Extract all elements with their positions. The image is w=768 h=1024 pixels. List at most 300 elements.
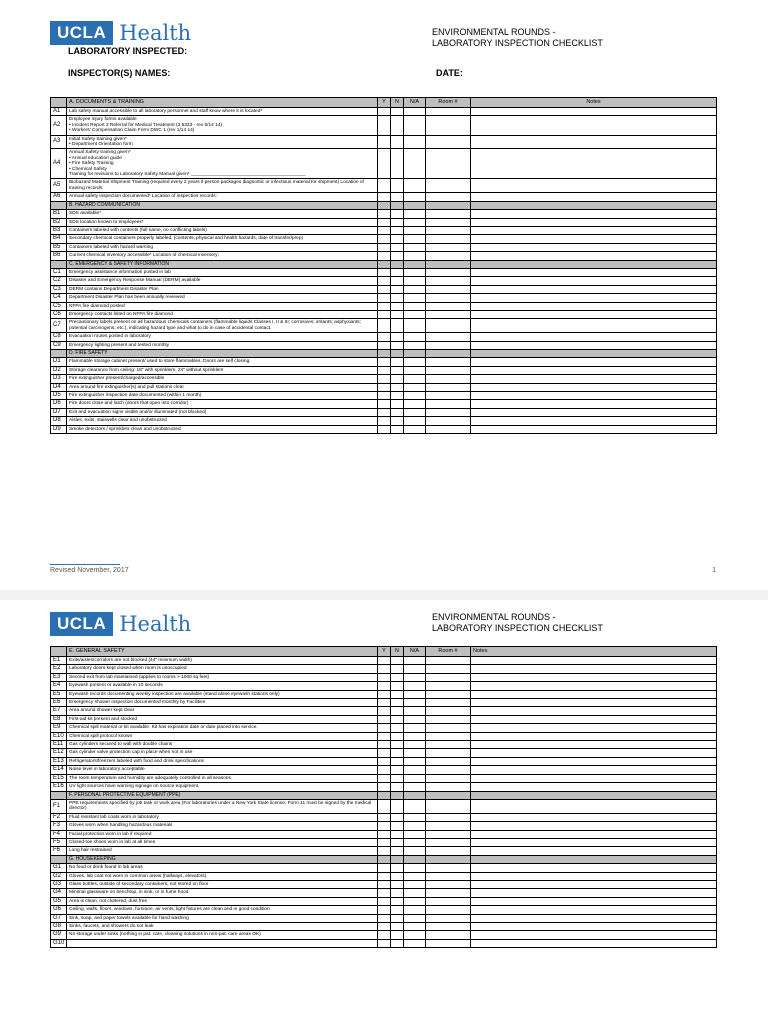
na-cell[interactable] xyxy=(404,108,426,116)
no-cell[interactable] xyxy=(391,116,404,135)
room-cell[interactable] xyxy=(426,310,471,318)
room-cell[interactable] xyxy=(426,341,471,349)
no-cell[interactable] xyxy=(391,707,404,715)
na-cell[interactable] xyxy=(404,149,426,179)
room-cell[interactable] xyxy=(426,285,471,293)
na-cell[interactable] xyxy=(404,673,426,681)
room-cell[interactable] xyxy=(426,923,471,931)
na-cell[interactable] xyxy=(404,358,426,366)
no-cell[interactable] xyxy=(391,333,404,341)
no-cell[interactable] xyxy=(391,665,404,673)
no-cell[interactable] xyxy=(391,285,404,293)
yes-cell[interactable] xyxy=(378,707,391,715)
no-cell[interactable] xyxy=(391,425,404,433)
notes-cell[interactable] xyxy=(471,897,717,905)
no-cell[interactable] xyxy=(391,822,404,830)
yes-cell[interactable] xyxy=(378,108,391,116)
yes-cell[interactable] xyxy=(378,847,391,855)
notes-cell[interactable] xyxy=(471,673,717,681)
room-cell[interactable] xyxy=(426,931,471,939)
notes-cell[interactable] xyxy=(471,682,717,690)
na-cell[interactable] xyxy=(404,310,426,318)
no-cell[interactable] xyxy=(391,400,404,408)
na-cell[interactable] xyxy=(404,226,426,234)
yes-cell[interactable] xyxy=(378,939,391,947)
na-cell[interactable] xyxy=(404,294,426,302)
no-cell[interactable] xyxy=(391,799,404,813)
room-cell[interactable] xyxy=(426,383,471,391)
no-cell[interactable] xyxy=(391,931,404,939)
yes-cell[interactable] xyxy=(378,813,391,821)
na-cell[interactable] xyxy=(404,392,426,400)
notes-cell[interactable] xyxy=(471,690,717,698)
room-cell[interactable] xyxy=(426,830,471,838)
no-cell[interactable] xyxy=(391,724,404,732)
yes-cell[interactable] xyxy=(378,358,391,366)
room-cell[interactable] xyxy=(426,319,471,333)
room-cell[interactable] xyxy=(426,822,471,830)
yes-cell[interactable] xyxy=(378,757,391,765)
na-cell[interactable] xyxy=(404,897,426,905)
yes-cell[interactable] xyxy=(378,425,391,433)
notes-cell[interactable] xyxy=(471,179,717,193)
room-cell[interactable] xyxy=(426,880,471,888)
na-cell[interactable] xyxy=(404,923,426,931)
notes-cell[interactable] xyxy=(471,392,717,400)
no-cell[interactable] xyxy=(391,749,404,757)
room-cell[interactable] xyxy=(426,707,471,715)
yes-cell[interactable] xyxy=(378,383,391,391)
room-cell[interactable] xyxy=(426,673,471,681)
notes-cell[interactable] xyxy=(471,417,717,425)
yes-cell[interactable] xyxy=(378,226,391,234)
na-cell[interactable] xyxy=(404,707,426,715)
notes-cell[interactable] xyxy=(471,193,717,201)
room-cell[interactable] xyxy=(426,149,471,179)
na-cell[interactable] xyxy=(404,375,426,383)
room-cell[interactable] xyxy=(426,783,471,791)
notes-cell[interactable] xyxy=(471,749,717,757)
notes-cell[interactable] xyxy=(471,707,717,715)
no-cell[interactable] xyxy=(391,252,404,260)
yes-cell[interactable] xyxy=(378,366,391,374)
na-cell[interactable] xyxy=(404,682,426,690)
room-cell[interactable] xyxy=(426,665,471,673)
notes-cell[interactable] xyxy=(471,939,717,947)
room-cell[interactable] xyxy=(426,358,471,366)
no-cell[interactable] xyxy=(391,923,404,931)
na-cell[interactable] xyxy=(404,135,426,149)
na-cell[interactable] xyxy=(404,210,426,218)
na-cell[interactable] xyxy=(404,243,426,251)
room-cell[interactable] xyxy=(426,302,471,310)
na-cell[interactable] xyxy=(404,657,426,665)
na-cell[interactable] xyxy=(404,665,426,673)
notes-cell[interactable] xyxy=(471,302,717,310)
notes-cell[interactable] xyxy=(471,783,717,791)
no-cell[interactable] xyxy=(391,880,404,888)
yes-cell[interactable] xyxy=(378,673,391,681)
notes-cell[interactable] xyxy=(471,914,717,922)
notes-cell[interactable] xyxy=(471,218,717,226)
no-cell[interactable] xyxy=(391,341,404,349)
notes-cell[interactable] xyxy=(471,757,717,765)
room-cell[interactable] xyxy=(426,179,471,193)
na-cell[interactable] xyxy=(404,783,426,791)
no-cell[interactable] xyxy=(391,872,404,880)
room-cell[interactable] xyxy=(426,757,471,765)
notes-cell[interactable] xyxy=(471,847,717,855)
na-cell[interactable] xyxy=(404,830,426,838)
no-cell[interactable] xyxy=(391,383,404,391)
yes-cell[interactable] xyxy=(378,872,391,880)
room-cell[interactable] xyxy=(426,425,471,433)
na-cell[interactable] xyxy=(404,864,426,872)
na-cell[interactable] xyxy=(404,847,426,855)
yes-cell[interactable] xyxy=(378,741,391,749)
room-cell[interactable] xyxy=(426,864,471,872)
notes-cell[interactable] xyxy=(471,830,717,838)
notes-cell[interactable] xyxy=(471,210,717,218)
room-cell[interactable] xyxy=(426,268,471,276)
notes-cell[interactable] xyxy=(471,799,717,813)
notes-cell[interactable] xyxy=(471,366,717,374)
na-cell[interactable] xyxy=(404,749,426,757)
room-cell[interactable] xyxy=(426,235,471,243)
yes-cell[interactable] xyxy=(378,914,391,922)
yes-cell[interactable] xyxy=(378,830,391,838)
yes-cell[interactable] xyxy=(378,774,391,782)
no-cell[interactable] xyxy=(391,358,404,366)
notes-cell[interactable] xyxy=(471,310,717,318)
yes-cell[interactable] xyxy=(378,699,391,707)
yes-cell[interactable] xyxy=(378,408,391,416)
no-cell[interactable] xyxy=(391,757,404,765)
notes-cell[interactable] xyxy=(471,116,717,135)
room-cell[interactable] xyxy=(426,277,471,285)
notes-cell[interactable] xyxy=(471,268,717,276)
notes-cell[interactable] xyxy=(471,252,717,260)
notes-cell[interactable] xyxy=(471,400,717,408)
notes-cell[interactable] xyxy=(471,838,717,846)
room-cell[interactable] xyxy=(426,766,471,774)
no-cell[interactable] xyxy=(391,657,404,665)
no-cell[interactable] xyxy=(391,268,404,276)
yes-cell[interactable] xyxy=(378,682,391,690)
notes-cell[interactable] xyxy=(471,699,717,707)
na-cell[interactable] xyxy=(404,838,426,846)
room-cell[interactable] xyxy=(426,724,471,732)
no-cell[interactable] xyxy=(391,673,404,681)
yes-cell[interactable] xyxy=(378,906,391,914)
no-cell[interactable] xyxy=(391,766,404,774)
yes-cell[interactable] xyxy=(378,732,391,740)
room-cell[interactable] xyxy=(426,774,471,782)
na-cell[interactable] xyxy=(404,425,426,433)
yes-cell[interactable] xyxy=(378,889,391,897)
no-cell[interactable] xyxy=(391,392,404,400)
room-cell[interactable] xyxy=(426,294,471,302)
room-cell[interactable] xyxy=(426,732,471,740)
yes-cell[interactable] xyxy=(378,268,391,276)
no-cell[interactable] xyxy=(391,408,404,416)
yes-cell[interactable] xyxy=(378,690,391,698)
notes-cell[interactable] xyxy=(471,813,717,821)
na-cell[interactable] xyxy=(404,417,426,425)
no-cell[interactable] xyxy=(391,906,404,914)
na-cell[interactable] xyxy=(404,880,426,888)
notes-cell[interactable] xyxy=(471,235,717,243)
notes-cell[interactable] xyxy=(471,880,717,888)
no-cell[interactable] xyxy=(391,774,404,782)
notes-cell[interactable] xyxy=(471,285,717,293)
na-cell[interactable] xyxy=(404,333,426,341)
no-cell[interactable] xyxy=(391,939,404,947)
notes-cell[interactable] xyxy=(471,149,717,179)
no-cell[interactable] xyxy=(391,864,404,872)
na-cell[interactable] xyxy=(404,741,426,749)
no-cell[interactable] xyxy=(391,218,404,226)
notes-cell[interactable] xyxy=(471,383,717,391)
room-cell[interactable] xyxy=(426,682,471,690)
no-cell[interactable] xyxy=(391,366,404,374)
notes-cell[interactable] xyxy=(471,724,717,732)
room-cell[interactable] xyxy=(426,218,471,226)
notes-cell[interactable] xyxy=(471,889,717,897)
na-cell[interactable] xyxy=(404,235,426,243)
no-cell[interactable] xyxy=(391,897,404,905)
notes-cell[interactable] xyxy=(471,931,717,939)
yes-cell[interactable] xyxy=(378,864,391,872)
room-cell[interactable] xyxy=(426,690,471,698)
no-cell[interactable] xyxy=(391,732,404,740)
notes-cell[interactable] xyxy=(471,741,717,749)
na-cell[interactable] xyxy=(404,268,426,276)
no-cell[interactable] xyxy=(391,135,404,149)
room-cell[interactable] xyxy=(426,889,471,897)
yes-cell[interactable] xyxy=(378,724,391,732)
na-cell[interactable] xyxy=(404,931,426,939)
yes-cell[interactable] xyxy=(378,749,391,757)
no-cell[interactable] xyxy=(391,813,404,821)
no-cell[interactable] xyxy=(391,179,404,193)
notes-cell[interactable] xyxy=(471,872,717,880)
room-cell[interactable] xyxy=(426,375,471,383)
no-cell[interactable] xyxy=(391,715,404,723)
na-cell[interactable] xyxy=(404,766,426,774)
no-cell[interactable] xyxy=(391,302,404,310)
no-cell[interactable] xyxy=(391,830,404,838)
yes-cell[interactable] xyxy=(378,417,391,425)
no-cell[interactable] xyxy=(391,226,404,234)
room-cell[interactable] xyxy=(426,392,471,400)
room-cell[interactable] xyxy=(426,914,471,922)
na-cell[interactable] xyxy=(404,341,426,349)
notes-cell[interactable] xyxy=(471,277,717,285)
yes-cell[interactable] xyxy=(378,400,391,408)
yes-cell[interactable] xyxy=(378,715,391,723)
notes-cell[interactable] xyxy=(471,732,717,740)
yes-cell[interactable] xyxy=(378,319,391,333)
na-cell[interactable] xyxy=(404,715,426,723)
no-cell[interactable] xyxy=(391,210,404,218)
yes-cell[interactable] xyxy=(378,783,391,791)
na-cell[interactable] xyxy=(404,218,426,226)
yes-cell[interactable] xyxy=(378,897,391,905)
na-cell[interactable] xyxy=(404,408,426,416)
room-cell[interactable] xyxy=(426,243,471,251)
na-cell[interactable] xyxy=(404,400,426,408)
no-cell[interactable] xyxy=(391,838,404,846)
na-cell[interactable] xyxy=(404,732,426,740)
room-cell[interactable] xyxy=(426,749,471,757)
room-cell[interactable] xyxy=(426,135,471,149)
no-cell[interactable] xyxy=(391,847,404,855)
room-cell[interactable] xyxy=(426,906,471,914)
na-cell[interactable] xyxy=(404,813,426,821)
yes-cell[interactable] xyxy=(378,838,391,846)
notes-cell[interactable] xyxy=(471,715,717,723)
no-cell[interactable] xyxy=(391,682,404,690)
no-cell[interactable] xyxy=(391,699,404,707)
notes-cell[interactable] xyxy=(471,774,717,782)
yes-cell[interactable] xyxy=(378,822,391,830)
yes-cell[interactable] xyxy=(378,931,391,939)
na-cell[interactable] xyxy=(404,757,426,765)
notes-cell[interactable] xyxy=(471,657,717,665)
room-cell[interactable] xyxy=(426,657,471,665)
room-cell[interactable] xyxy=(426,366,471,374)
na-cell[interactable] xyxy=(404,699,426,707)
room-cell[interactable] xyxy=(426,715,471,723)
na-cell[interactable] xyxy=(404,252,426,260)
notes-cell[interactable] xyxy=(471,226,717,234)
notes-cell[interactable] xyxy=(471,923,717,931)
room-cell[interactable] xyxy=(426,210,471,218)
no-cell[interactable] xyxy=(391,783,404,791)
notes-cell[interactable] xyxy=(471,425,717,433)
yes-cell[interactable] xyxy=(378,657,391,665)
na-cell[interactable] xyxy=(404,383,426,391)
yes-cell[interactable] xyxy=(378,116,391,135)
yes-cell[interactable] xyxy=(378,880,391,888)
room-cell[interactable] xyxy=(426,252,471,260)
yes-cell[interactable] xyxy=(378,333,391,341)
room-cell[interactable] xyxy=(426,116,471,135)
yes-cell[interactable] xyxy=(378,243,391,251)
na-cell[interactable] xyxy=(404,906,426,914)
notes-cell[interactable] xyxy=(471,766,717,774)
yes-cell[interactable] xyxy=(378,302,391,310)
yes-cell[interactable] xyxy=(378,665,391,673)
yes-cell[interactable] xyxy=(378,310,391,318)
no-cell[interactable] xyxy=(391,914,404,922)
na-cell[interactable] xyxy=(404,285,426,293)
notes-cell[interactable] xyxy=(471,341,717,349)
no-cell[interactable] xyxy=(391,277,404,285)
na-cell[interactable] xyxy=(404,302,426,310)
notes-cell[interactable] xyxy=(471,665,717,673)
no-cell[interactable] xyxy=(391,319,404,333)
no-cell[interactable] xyxy=(391,889,404,897)
yes-cell[interactable] xyxy=(378,294,391,302)
na-cell[interactable] xyxy=(404,822,426,830)
na-cell[interactable] xyxy=(404,799,426,813)
na-cell[interactable] xyxy=(404,914,426,922)
yes-cell[interactable] xyxy=(378,923,391,931)
na-cell[interactable] xyxy=(404,116,426,135)
yes-cell[interactable] xyxy=(378,799,391,813)
notes-cell[interactable] xyxy=(471,135,717,149)
na-cell[interactable] xyxy=(404,277,426,285)
na-cell[interactable] xyxy=(404,366,426,374)
na-cell[interactable] xyxy=(404,774,426,782)
no-cell[interactable] xyxy=(391,108,404,116)
room-cell[interactable] xyxy=(426,333,471,341)
na-cell[interactable] xyxy=(404,193,426,201)
yes-cell[interactable] xyxy=(378,766,391,774)
notes-cell[interactable] xyxy=(471,375,717,383)
notes-cell[interactable] xyxy=(471,319,717,333)
yes-cell[interactable] xyxy=(378,149,391,179)
na-cell[interactable] xyxy=(404,690,426,698)
room-cell[interactable] xyxy=(426,108,471,116)
yes-cell[interactable] xyxy=(378,277,391,285)
yes-cell[interactable] xyxy=(378,341,391,349)
yes-cell[interactable] xyxy=(378,218,391,226)
room-cell[interactable] xyxy=(426,408,471,416)
yes-cell[interactable] xyxy=(378,179,391,193)
yes-cell[interactable] xyxy=(378,392,391,400)
room-cell[interactable] xyxy=(426,400,471,408)
room-cell[interactable] xyxy=(426,417,471,425)
no-cell[interactable] xyxy=(391,310,404,318)
notes-cell[interactable] xyxy=(471,108,717,116)
na-cell[interactable] xyxy=(404,939,426,947)
no-cell[interactable] xyxy=(391,741,404,749)
no-cell[interactable] xyxy=(391,235,404,243)
notes-cell[interactable] xyxy=(471,906,717,914)
yes-cell[interactable] xyxy=(378,375,391,383)
notes-cell[interactable] xyxy=(471,822,717,830)
room-cell[interactable] xyxy=(426,226,471,234)
room-cell[interactable] xyxy=(426,872,471,880)
no-cell[interactable] xyxy=(391,149,404,179)
yes-cell[interactable] xyxy=(378,235,391,243)
yes-cell[interactable] xyxy=(378,135,391,149)
room-cell[interactable] xyxy=(426,939,471,947)
yes-cell[interactable] xyxy=(378,285,391,293)
notes-cell[interactable] xyxy=(471,864,717,872)
notes-cell[interactable] xyxy=(471,243,717,251)
notes-cell[interactable] xyxy=(471,333,717,341)
notes-cell[interactable] xyxy=(471,358,717,366)
room-cell[interactable] xyxy=(426,847,471,855)
no-cell[interactable] xyxy=(391,690,404,698)
notes-cell[interactable] xyxy=(471,408,717,416)
na-cell[interactable] xyxy=(404,889,426,897)
no-cell[interactable] xyxy=(391,417,404,425)
room-cell[interactable] xyxy=(426,838,471,846)
no-cell[interactable] xyxy=(391,375,404,383)
room-cell[interactable] xyxy=(426,193,471,201)
no-cell[interactable] xyxy=(391,294,404,302)
na-cell[interactable] xyxy=(404,319,426,333)
yes-cell[interactable] xyxy=(378,210,391,218)
room-cell[interactable] xyxy=(426,813,471,821)
na-cell[interactable] xyxy=(404,724,426,732)
yes-cell[interactable] xyxy=(378,252,391,260)
